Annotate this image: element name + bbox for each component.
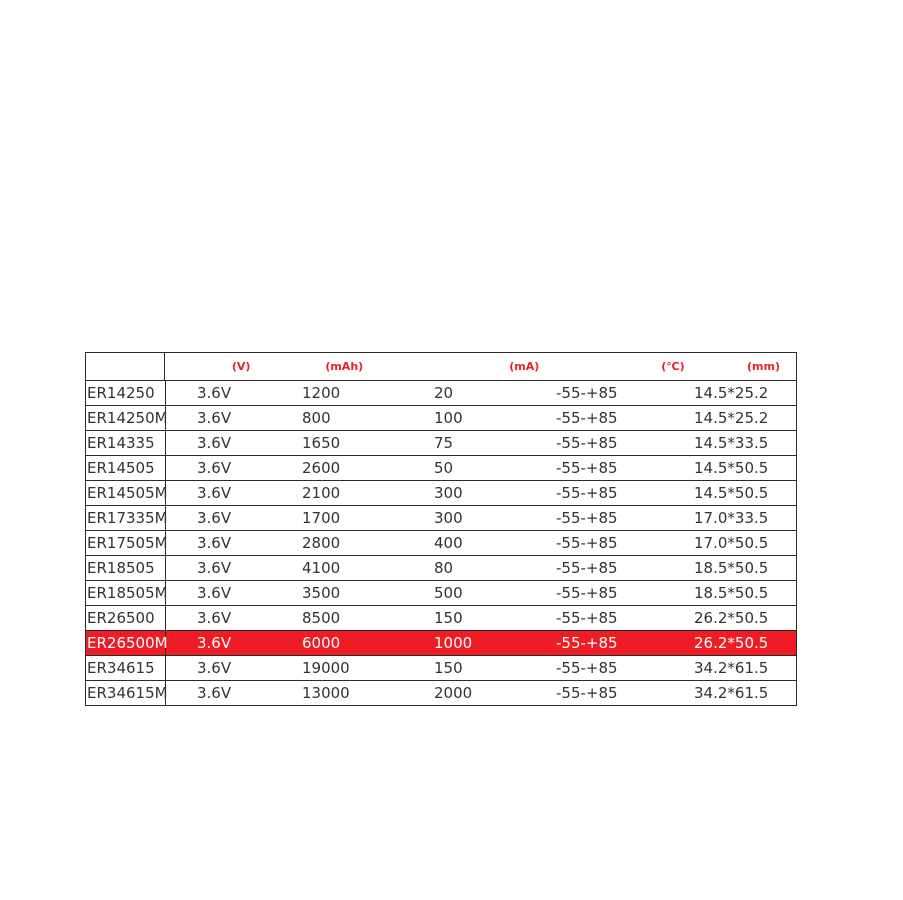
cell-dimensions: 14.5*33.5 xyxy=(694,434,769,452)
table-row xyxy=(86,605,796,630)
cell-temperature: -55-+85 xyxy=(556,659,618,677)
table-row xyxy=(86,480,796,505)
cell-dimensions: 26.2*50.5 xyxy=(694,634,769,652)
cell-model: ER34615 xyxy=(86,656,166,680)
cell-capacity: 1700 xyxy=(302,509,341,527)
cell-capacity: 19000 xyxy=(302,659,350,677)
cell-model: ER14505M xyxy=(86,481,166,505)
cell-dimensions: 14.5*25.2 xyxy=(694,384,769,402)
cell-voltage: 3.6V xyxy=(197,584,232,602)
cell-voltage: 3.6V xyxy=(197,634,232,652)
cell-dimensions: 14.5*50.5 xyxy=(694,484,769,502)
cell-model: ER14505 xyxy=(86,456,166,480)
cell-current: 300 xyxy=(434,484,463,502)
cell-current: 400 xyxy=(434,534,463,552)
cell-current: 50 xyxy=(434,459,454,477)
cell-current: 100 xyxy=(434,409,463,427)
cell-temperature: -55-+85 xyxy=(556,609,618,627)
table-row xyxy=(86,405,796,430)
cell-model: ER14335 xyxy=(86,431,166,455)
table-header-row xyxy=(86,353,796,380)
cell-current: 150 xyxy=(434,659,463,677)
cell-dimensions: 18.5*50.5 xyxy=(694,584,769,602)
cell-temperature: -55-+85 xyxy=(556,384,618,402)
cell-current: 1000 xyxy=(434,634,473,652)
cell-temperature: -55-+85 xyxy=(556,559,618,577)
cell-capacity: 4100 xyxy=(302,559,341,577)
cell-capacity: 2800 xyxy=(302,534,341,552)
table-row xyxy=(86,530,796,555)
cell-capacity: 6000 xyxy=(302,634,341,652)
cell-temperature: -55-+85 xyxy=(556,684,618,702)
table-row xyxy=(86,555,796,580)
cell-voltage: 3.6V xyxy=(197,434,232,452)
cell-dimensions: 17.0*33.5 xyxy=(694,509,769,527)
cell-voltage: 3.6V xyxy=(197,659,232,677)
cell-dimensions: 34.2*61.5 xyxy=(694,684,769,702)
cell-voltage: 3.6V xyxy=(197,559,232,577)
cell-model: ER14250 xyxy=(86,381,166,405)
header-current: (mA) xyxy=(509,360,540,373)
cell-model: ER34615M xyxy=(86,681,166,705)
cell-voltage: 3.6V xyxy=(197,684,232,702)
cell-model: ER18505M xyxy=(86,581,166,605)
cell-capacity: 3500 xyxy=(302,584,341,602)
cell-current: 2000 xyxy=(434,684,473,702)
cell-voltage: 3.6V xyxy=(197,609,232,627)
cell-temperature: -55-+85 xyxy=(556,409,618,427)
table-row xyxy=(86,380,796,405)
cell-temperature: -55-+85 xyxy=(556,584,618,602)
table-row xyxy=(86,580,796,605)
cell-dimensions: 34.2*61.5 xyxy=(694,659,769,677)
table-row xyxy=(86,655,796,680)
header-model xyxy=(86,353,165,380)
cell-dimensions: 14.5*25.2 xyxy=(694,409,769,427)
cell-capacity: 2600 xyxy=(302,459,341,477)
cell-voltage: 3.6V xyxy=(197,409,232,427)
cell-dimensions: 18.5*50.5 xyxy=(694,559,769,577)
cell-current: 150 xyxy=(434,609,463,627)
cell-current: 500 xyxy=(434,584,463,602)
cell-voltage: 3.6V xyxy=(197,484,232,502)
cell-temperature: -55-+85 xyxy=(556,509,618,527)
cell-dimensions: 26.2*50.5 xyxy=(694,609,769,627)
cell-model: ER14250M xyxy=(86,406,166,430)
cell-capacity: 800 xyxy=(302,409,331,427)
header-voltage: (V) xyxy=(231,360,251,373)
cell-capacity: 13000 xyxy=(302,684,350,702)
cell-temperature: -55-+85 xyxy=(556,434,618,452)
header-temperature: (℃) xyxy=(661,360,685,373)
table-row xyxy=(86,505,796,530)
table-row xyxy=(86,630,796,655)
cell-voltage: 3.6V xyxy=(197,509,232,527)
cell-capacity: 2100 xyxy=(302,484,341,502)
cell-temperature: -55-+85 xyxy=(556,634,618,652)
table-row xyxy=(86,455,796,480)
cell-voltage: 3.6V xyxy=(197,459,232,477)
header-capacity: (mAh) xyxy=(325,360,364,373)
cell-current: 300 xyxy=(434,509,463,527)
cell-model: ER26500 xyxy=(86,606,166,630)
cell-current: 20 xyxy=(434,384,454,402)
cell-model: ER17335M xyxy=(86,506,166,530)
cell-capacity: 1650 xyxy=(302,434,341,452)
cell-temperature: -55-+85 xyxy=(556,484,618,502)
cell-capacity: 1200 xyxy=(302,384,341,402)
cell-capacity: 8500 xyxy=(302,609,341,627)
cell-voltage: 3.6V xyxy=(197,534,232,552)
cell-model: ER17505M xyxy=(86,531,166,555)
cell-temperature: -55-+85 xyxy=(556,534,618,552)
cell-temperature: -55-+85 xyxy=(556,459,618,477)
cell-dimensions: 14.5*50.5 xyxy=(694,459,769,477)
cell-model: ER18505 xyxy=(86,556,166,580)
cell-current: 75 xyxy=(434,434,454,452)
battery-spec-table xyxy=(85,352,797,706)
table-row xyxy=(86,680,796,705)
table-row xyxy=(86,430,796,455)
cell-current: 80 xyxy=(434,559,454,577)
cell-voltage: 3.6V xyxy=(197,384,232,402)
cell-model: ER26500M xyxy=(86,631,166,655)
header-dimensions: (mm) xyxy=(747,360,780,373)
cell-dimensions: 17.0*50.5 xyxy=(694,534,769,552)
